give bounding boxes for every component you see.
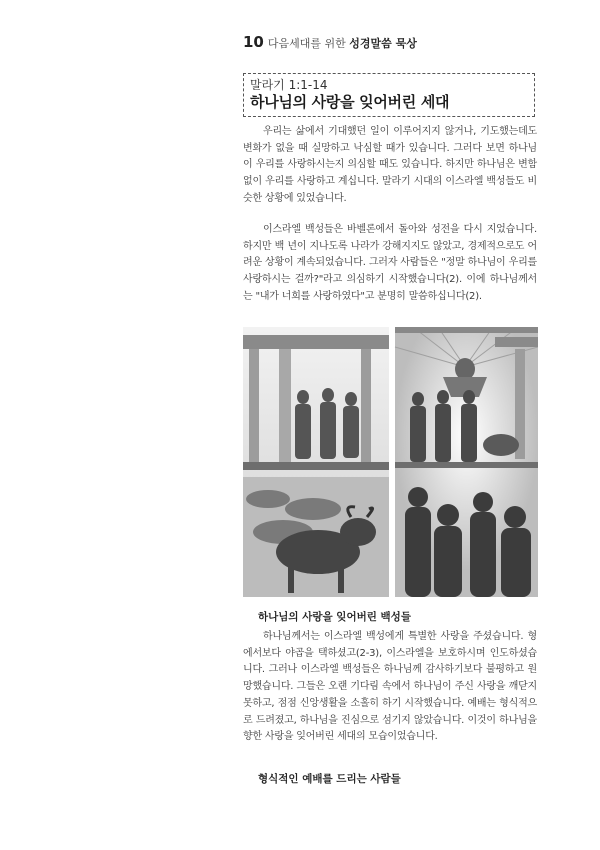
- section-paragraph-1: 하나님께서는 이스라엘 백성에게 특별한 사랑을 주셨습니다. 형 에서보다 야곱을 택하셨고(2-3), 이스라엘을 보호하시며 인도하셨습니다. 그러나 이스라엘 백성들은 하나님께 감사하기보다 불평하고 원망했습니다. 그들은 오랜 기다림 속에서 하나님이 주신 사랑을 깨닫지 못하고, 점점 신앙생활을 소홀히 하기 시작했습니다. 예배는 형식적으로 드려졌고, 하나님을 진심으로 섬기지 않았습니다. 이것이 하나님을 향한 사랑을 잊어버린 세대의 모습이었습니다.: [243, 631, 537, 743]
- passage-title-box: [243, 73, 535, 117]
- intro-paragraph-1: 우리는 삶에서 기대했던 일이 이루어지지 않거나, 기도했는데도 변화가 없을 때 실망하고 낙심할 때가 있습니다. 그러다 보면 하나님이 우리를 사랑하시는지 의심할 때도 있습니다. 하지만 하나님은 변함없이 우리를 사랑하고 계십니다. 말라기 시대의 이스라엘 백성들도 비슷한 상황에 있었습니다.: [243, 126, 537, 204]
- illustration: [243, 327, 538, 597]
- page-number: 10: [243, 33, 264, 51]
- section-heading-1: 하나님의 사랑을 잊어버린 백성들: [258, 611, 411, 623]
- section-heading-2: 형식적인 예배를 드리는 사람들: [258, 773, 401, 785]
- devotion-title: 하나님의 사랑을 잊어버린 세대: [250, 93, 450, 111]
- intro-paragraph-2: 이스라엘 백성들은 바벨론에서 돌아와 성전을 다시 지었습니다. 하지만 백 년이 지나도록 나라가 강해지지도 않았고, 경제적으로도 어려운 상황이 계속되었습니다. 그러자 사람들은 "정말 하나님이 우리를 사랑하시는 걸까?"라고 의심하기 시작했습니다(2). 이에 하나님께서는 "내가 너희를 사랑하였다"고 분명히 말씀하십니다(2).: [243, 224, 537, 302]
- scripture-reference: 말라기 1:1-14: [250, 78, 328, 92]
- book-title-prefix: 다음세대를 위한: [267, 37, 350, 50]
- running-header: [243, 33, 417, 51]
- temple-scene-illustration: [243, 327, 538, 597]
- book-title-bold: 성경말씀 묵상: [349, 37, 417, 50]
